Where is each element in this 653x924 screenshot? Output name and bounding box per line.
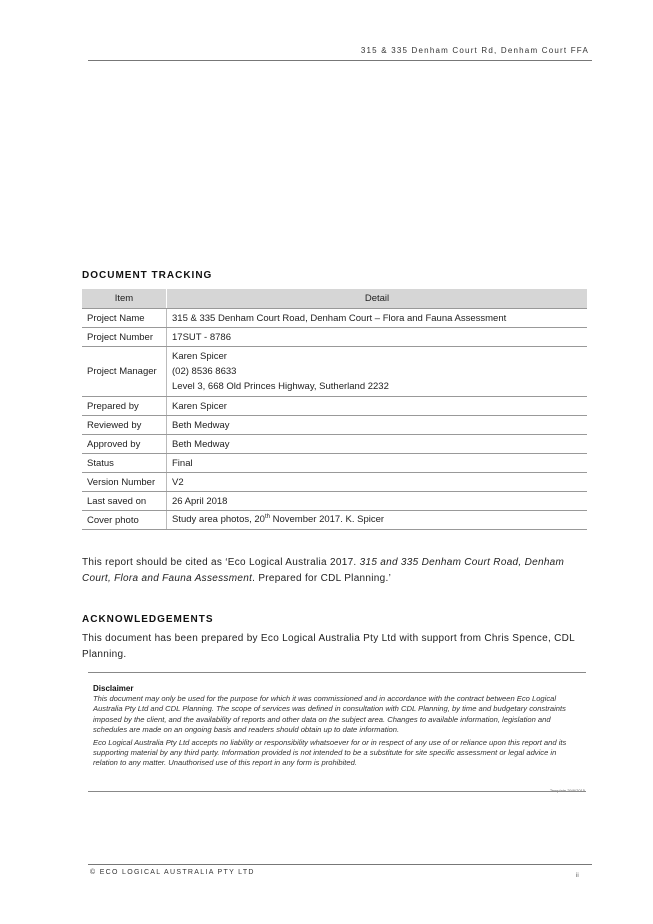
row-item: Approved by	[82, 435, 167, 454]
document-tracking-heading: DOCUMENT TRACKING	[82, 270, 213, 281]
row-detail	[167, 347, 588, 397]
row-detail: V2	[167, 473, 588, 492]
row-detail: Final	[167, 454, 588, 473]
template-note: Template 29/9/2015	[549, 788, 585, 793]
row-item: Project Number	[82, 328, 167, 347]
column-header-item: Item	[82, 289, 167, 309]
document-tracking-table	[82, 289, 587, 530]
row-item: Status	[82, 454, 167, 473]
manager-address: Level 3, 668 Old Princes Highway, Sutherland 2232	[172, 381, 389, 392]
disclaimer-title: Disclaimer	[93, 684, 134, 693]
disclaimer-paragraph-1: This document may only be used for the purpose for which it was commissioned and in accordance with the contract between Eco Logical Australia Pty Ltd and CDL Planning. The scope of services was defined in consultation with CDL Planning, by time and budgetary constraints imposed by the client, and the availability of reports and other data on the subject area. Changes to available information, legislation and schedules are made on an ongoing basis and readers should obtain up to date information.	[93, 694, 566, 734]
row-detail: Beth Medway	[167, 435, 588, 454]
row-item: Reviewed by	[82, 416, 167, 435]
table-row	[82, 397, 587, 416]
row-detail: Karen Spicer	[167, 397, 588, 416]
table-row	[82, 454, 587, 473]
table-row	[82, 492, 587, 511]
row-item: Cover photo	[82, 511, 167, 530]
footer-copyright: © ECO LOGICAL AUSTRALIA PTY LTD	[90, 869, 255, 876]
table-row	[82, 328, 587, 347]
cover-photo-sup: th	[264, 514, 270, 521]
row-detail	[167, 511, 588, 530]
disclaimer-paragraph-2: Eco Logical Australia Pty Ltd accepts no liability or responsibility whatsoever for or in respect of any use of or reliance upon this report and its supporting material by any third party. Information provided is not intended to be a substitute for site specific assessment or legal advice in relation to any matter. Unauthorised use of this report in any form is prohibited.	[93, 738, 567, 768]
citation-paragraph	[82, 555, 588, 586]
manager-phone: (02) 8536 8633	[172, 366, 237, 377]
page-number: ii	[576, 873, 579, 879]
disclaimer-rule-bottom	[88, 791, 586, 792]
row-item: Last saved on	[82, 492, 167, 511]
disclaimer-rule-top	[88, 672, 586, 673]
cover-photo-pre: Study area photos, 20	[172, 514, 265, 526]
disclaimer-box	[93, 684, 583, 772]
footer-rule	[88, 864, 592, 865]
row-detail: Beth Medway	[167, 416, 588, 435]
citation-post: . Prepared for CDL Planning.’	[252, 572, 392, 584]
acknowledgements-text: This document has been prepared by Eco Logical Australia Pty Ltd with support from Chris Spence, CDL Planning.	[82, 633, 575, 660]
citation-pre: This report should be cited as ‘Eco Logical Australia 2017.	[82, 557, 360, 568]
row-detail: 315 & 335 Denham Court Road, Denham Court – Flora and Fauna Assessment	[167, 309, 588, 328]
table-row	[82, 473, 587, 492]
row-item: Version Number	[82, 473, 167, 492]
acknowledgements-heading: ACKNOWLEDGEMENTS	[82, 614, 214, 625]
row-item: Project Name	[82, 309, 167, 328]
header-title: 315 & 335 Denham Court Rd, Denham Court FFA	[360, 46, 589, 55]
table-header-row	[82, 289, 587, 309]
table-row	[82, 511, 587, 530]
column-header-detail: Detail	[167, 289, 588, 309]
row-detail: 17SUT - 8786	[167, 328, 588, 347]
row-item: Prepared by	[82, 397, 167, 416]
cover-photo-post: November 2017. K. Spicer	[269, 514, 385, 526]
manager-name: Karen Spicer	[172, 351, 227, 362]
table-row	[82, 416, 587, 435]
header-rule	[88, 60, 592, 61]
row-item: Project Manager	[82, 347, 167, 397]
citation-title: 315 and 335 Denham Court Road, Denham Court, Flora and Fauna Assessment	[82, 557, 565, 584]
table-row	[82, 309, 587, 328]
row-detail: 26 April 2018	[167, 492, 588, 511]
table-row	[82, 435, 587, 454]
table-row	[82, 347, 587, 397]
